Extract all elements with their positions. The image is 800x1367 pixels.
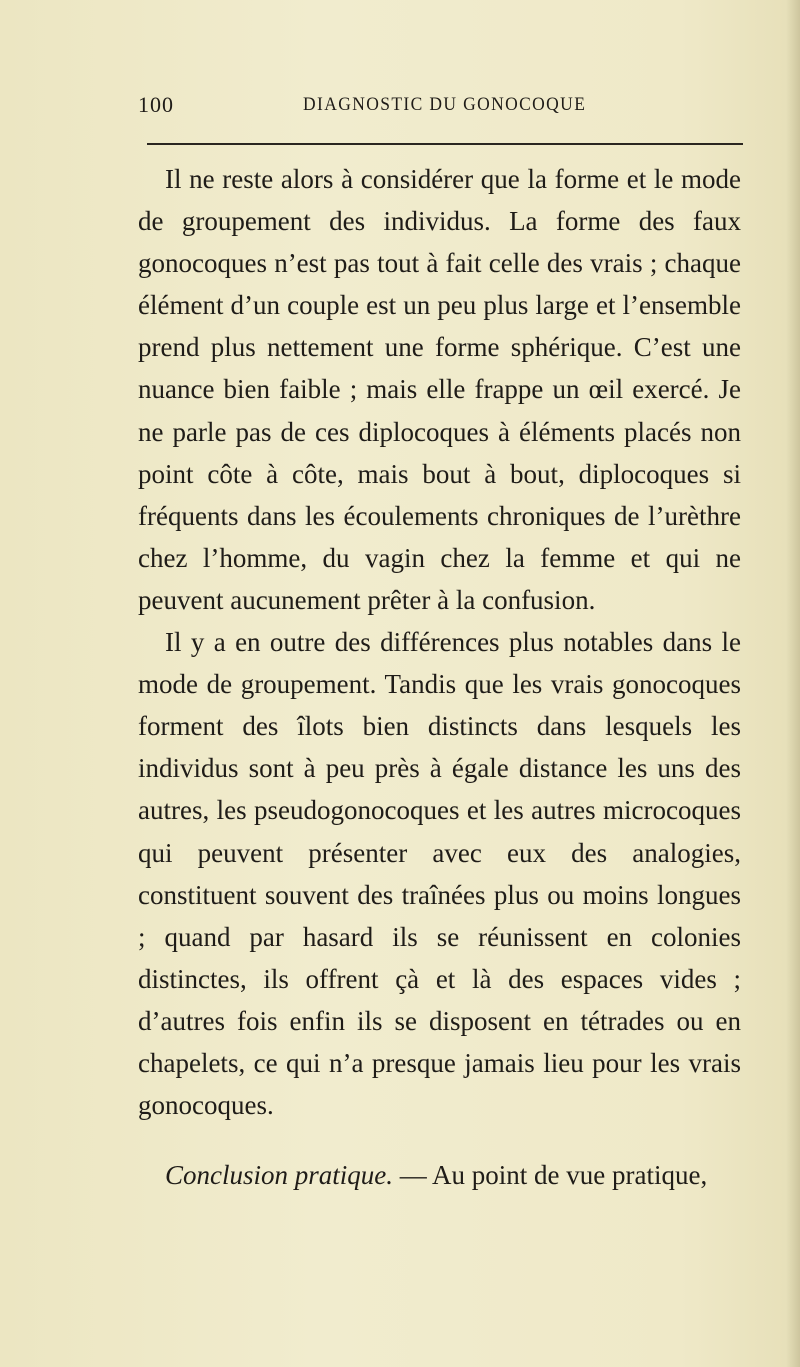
running-title: DIAGNOSTIC DU GONOCOQUE [303,94,587,115]
paragraph-2: Il y a en outre des différences plus notables dans le mode de groupement. Tandis que les vrais gonocoques forment des îlots bien distincts dans lesquels les individus sont à peu près à égale distance les uns des autres, les pseudogonocoques et les autres microcoques qui peuvent présenter avec eux des analogies, constituent souvent des traînées plus ou moins longues ; quand par hasard ils se réunissent en colonies distinctes, ils offrent çà et là des espaces vides ; d’autres fois enfin ils se disposent en tétrades ou en chapelets, ce qui n’a presque jamais lieu pour les vrais gonocoques. [138,627,741,1121]
body-text [138,158,741,1196]
conclusion-text: — Au point de vue pratique, [393,1160,708,1191]
page-number: 100 [138,92,174,117]
paragraph-1: Il ne reste alors à considérer que la forme et le mode de groupement des individus. La forme des faux gonocoques n’est pas tout à fait celle des vrais ; chaque élément d’un couple est un peu plus large et l’ensemble prend plus nettement une forme sphérique. C’est une nuance bien faible ; mais elle frappe un œil exercé. Je ne parle pas de ces diplocoques à éléments placés non point côte à côte, mais bout à bout, diplocoques si fréquents dans les écoulements chroniques de l’urèthre chez l’homme, du vagin chez la femme et qui ne peuvent aucunement prêter à la confusion. [138,164,741,615]
conclusion-heading: Conclusion pratique. [165,1160,393,1191]
page-edge-shadow [786,0,800,1367]
conclusion-line [138,1154,741,1196]
header-rule [147,143,743,145]
page-header [138,92,748,122]
